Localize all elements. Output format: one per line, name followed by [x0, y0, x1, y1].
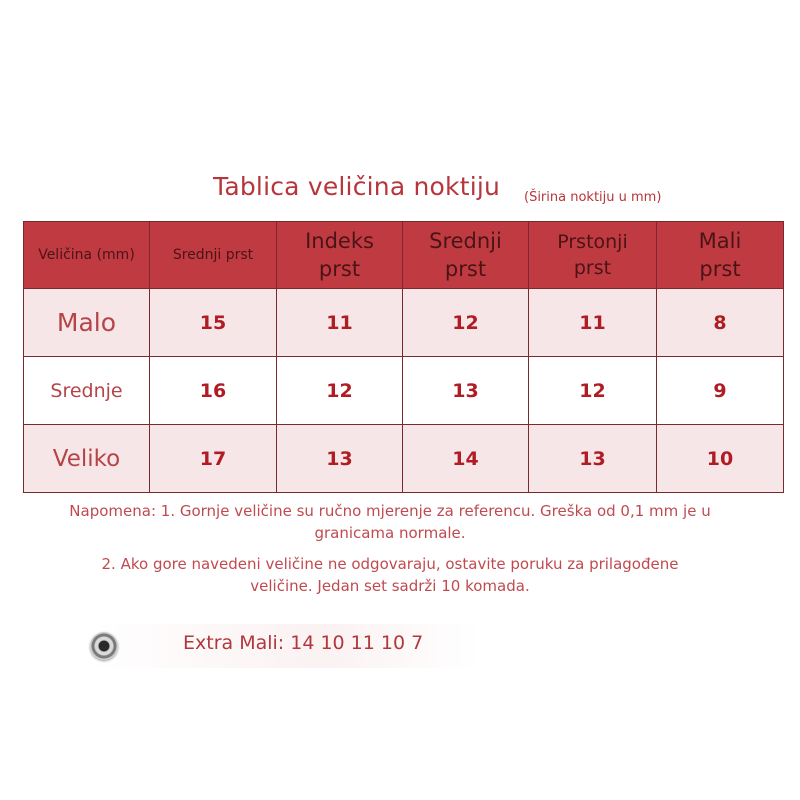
table-cell: 10	[657, 425, 784, 493]
header-middle-finger-label: Srednji prst	[172, 247, 254, 263]
note-1-line2: granicama normale.	[314, 524, 466, 542]
table-row-medium	[24, 357, 784, 425]
header-little-finger	[657, 222, 784, 289]
table-cell: 16	[150, 357, 277, 425]
page-subtitle: (Širina noktiju u mm)	[524, 190, 662, 205]
table-cell: 13	[277, 425, 403, 493]
row-label-small: Malo	[24, 289, 150, 357]
note-1-line1: Napomena: 1. Gornje veličine su ručno mjerenje za referencu. Greška od 0,1 mm je u	[69, 502, 711, 520]
header-index-line1: Indeks	[305, 229, 374, 253]
header-ring-finger	[529, 222, 657, 289]
header-middle-finger	[150, 222, 277, 289]
table-cell: 12	[529, 357, 657, 425]
note-2-line1: 2. Ako gore navedeni veličine ne odgovaraju, ostavite poruku za prilagođene	[101, 555, 679, 573]
header-index-finger	[277, 222, 403, 289]
size-table	[23, 221, 784, 493]
table-cell: 11	[277, 289, 403, 357]
table-row-large	[24, 425, 784, 493]
header-index-line2: prst	[318, 257, 361, 281]
radio-button-icon[interactable]	[90, 632, 118, 660]
header-little-line1: Mali	[698, 229, 742, 253]
table-row-small	[24, 289, 784, 357]
header-little-line2: prst	[699, 257, 741, 281]
note-2-line2: veličine. Jedan set sadrži 10 komada.	[250, 577, 530, 595]
extra-small-label: Extra Mali: 14 10 11 10 7	[183, 632, 424, 654]
table-cell: 12	[277, 357, 403, 425]
table-cell: 9	[657, 357, 784, 425]
table-cell: 17	[150, 425, 277, 493]
table-cell: 13	[403, 357, 529, 425]
table-cell: 15	[150, 289, 277, 357]
extra-small-option[interactable]	[88, 624, 480, 668]
note-2	[40, 553, 740, 597]
row-label-large: Veliko	[24, 425, 150, 493]
header-middle2-line1: Srednji	[429, 229, 502, 253]
table-cell: 11	[529, 289, 657, 357]
table-cell: 13	[529, 425, 657, 493]
header-middle2-line2: prst	[444, 257, 487, 281]
note-1	[40, 500, 740, 544]
table-cell: 12	[403, 289, 529, 357]
header-size	[24, 222, 150, 289]
table-cell: 14	[403, 425, 529, 493]
page-title: Tablica veličina noktiju	[213, 172, 501, 201]
header-ring-line1: Prstonji	[557, 231, 628, 253]
table-cell: 8	[657, 289, 784, 357]
row-label-medium: Srednje	[24, 357, 150, 425]
header-size-label: Veličina (mm)	[38, 247, 135, 263]
header-ring-line2: prst	[573, 257, 612, 279]
header-middle-finger-2	[403, 222, 529, 289]
table-header-row	[24, 222, 784, 289]
